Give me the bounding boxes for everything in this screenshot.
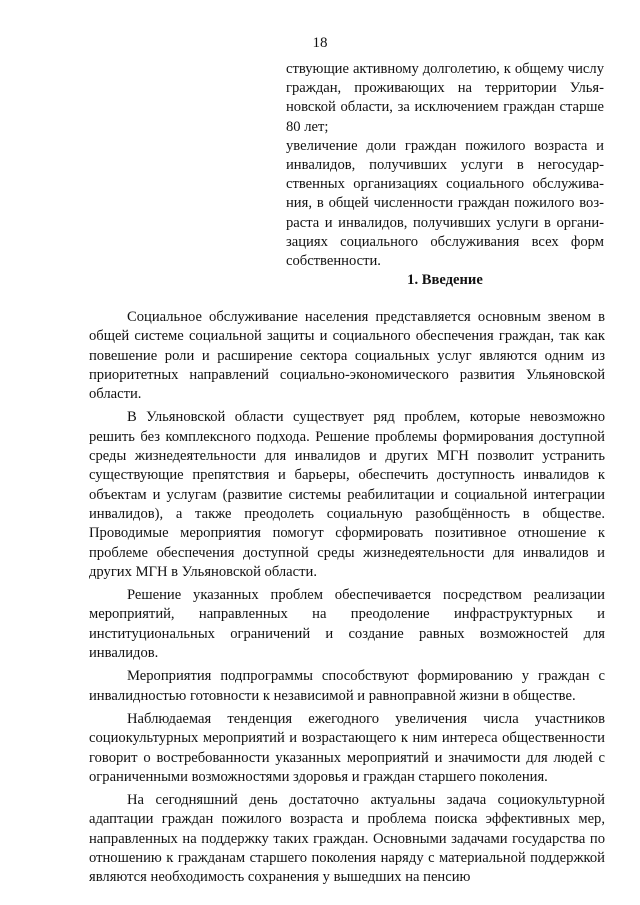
continued-indicator-list	[286, 60, 604, 271]
body-paragraph: В Ульяновской области существует ряд проблем, которые невозможно решить без комплексного подхода. Решение проблемы формирования доступной среды жизнедеятельности для инвалидов и других МГН позволит устранить существующие препятствия и барьеры, обеспечить доступность инвалидов к объектам и услугам (развитие системы реабилитации и социальной интеграции инвалидов), а также преодолеть социальную разобщённость в обществе. Проводимые мероприятия помогут сформировать позитивное отношение к проблеме обеспечения доступной среды жизнедеятельности для инвалидов и других МГН в Ульяновской области.	[89, 409, 605, 580]
body-paragraph: Мероприятия подпрограммы способствуют формированию у граждан с инвалидностью готовности к независимой и равноправной жизни в обществе.	[89, 668, 605, 704]
section-heading: 1. Введение	[407, 272, 483, 288]
indicator-item: ствующие активному долголетию, к общему числу граждан, проживающих на территории Ульяновской области, за исключением граждан старше 80 лет;	[286, 61, 604, 135]
section-body	[89, 308, 605, 888]
page-number: 18	[312, 35, 328, 51]
body-paragraph: Решение указанных проблем обеспечивается посредством реализации мероприятий, направленных на преодоление инфраструктурных и институциональных ограничений и создание равных возможностей для инвалидов.	[89, 587, 605, 662]
indicator-item: увеличение доли граждан пожилого возраста и инвалидов, получивших услуги в негосударственных организациях социального обслуживания, в общей численности граждан пожилого возраста и инвалидов, получивших услуги в организациях социального обслуживания всех форм собственности.	[286, 137, 604, 270]
body-paragraph: На сегодняшний день достаточно актуальны задача социокультурной адаптации граждан пожилого возраста и проблема поиска эффективных мер, направленных на поддержку таких граждан. Основными задачами государства по отношению к гражданам старшего поколения наряду с материальной поддержкой являются необходимость сохранения у вышедших на пенсию	[89, 792, 605, 886]
body-paragraph: Наблюдаемая тенденция ежегодного увеличения числа участников социокультурных мероприятий и возрастающего к ним интереса общественности говорит о востребованности указанных мероприятий и значимости для людей с ограниченными возможностями здоровья и граждан старшего поколения.	[89, 710, 605, 785]
body-paragraph: Социальное обслуживание населения представляется основным звеном в общей системе социальной защиты и социального обеспечения граждан, так как повешение роли и расширение сектора социальных услуг являются одним из приоритетных направлений социально-экономического развития Ульяновской области.	[89, 309, 605, 403]
